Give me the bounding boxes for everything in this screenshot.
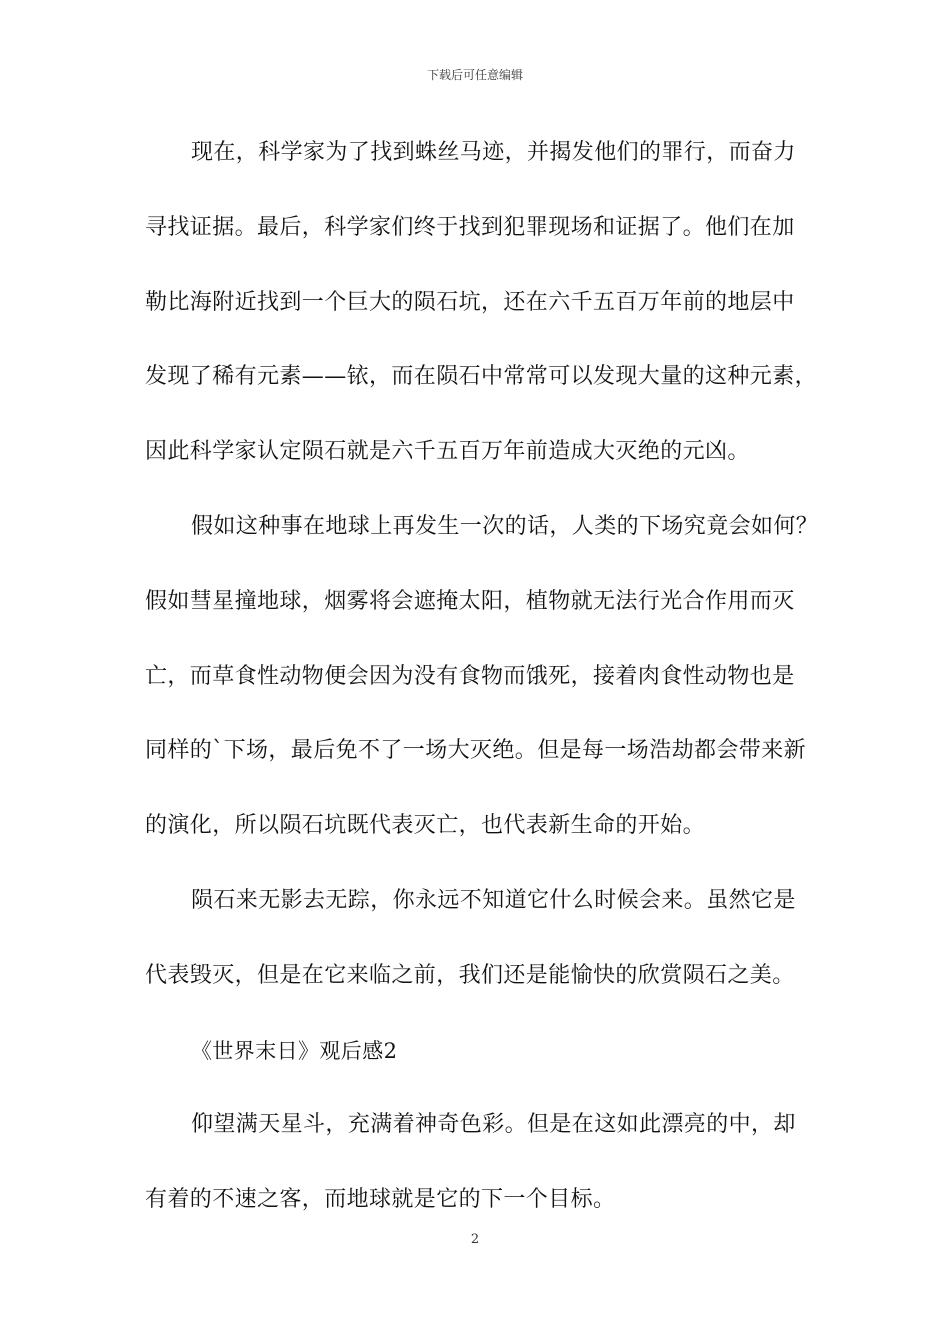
text-line: 因此科学家认定陨石就是六千五百万年前造成大灭绝的元凶。 (145, 439, 750, 465)
text-line: 假如彗星撞地球，烟雾将会遮掩太阳，植物就无法行光合作用而灭 (145, 588, 795, 614)
text-line: 假如这种事在地球上再发生一次的话，人类的下场究竟会如何？ (191, 513, 819, 539)
text-line: 现在，科学家为了找到蛛丝马迹，并揭发他们的罪行，而奋力 (191, 140, 796, 165)
section-title: 《世界末日》观后感2 (191, 1038, 398, 1063)
body-text (145, 128, 819, 1250)
text-line: 陨石来无影去无踪，你永远不知道它什么时候会来。虽然它是 (191, 887, 796, 913)
text-line: 有着的不速之客，而地球就是它的下一个目标。 (145, 1187, 616, 1213)
page-number: 2 (470, 1232, 480, 1247)
text-line: 代表毁灭，但是在它来临之前，我们还是能愉快的欣赏陨石之美。 (145, 962, 795, 988)
page-header: 下载后可任意编辑 (426, 68, 523, 82)
text-line: 寻找证据。最后，科学家们终于找到犯罪现场和证据了。他们在加 (145, 214, 795, 240)
text-line: 勒比海附近找到一个巨大的陨石坑，还在六千五百万年前的地层中 (145, 289, 795, 315)
text-line: 发现了稀有元素——铱，而在陨石中常常可以发现大量的这种元素， (145, 364, 818, 390)
text-line: 仰望满天星斗，充满着神奇色彩。但是在这如此漂亮的中，却 (191, 1112, 796, 1138)
text-line: 同样的`下场，最后免不了一场大灭绝。但是每一场浩劫都会带来新 (145, 738, 807, 764)
text-line: 亡，而草食性动物便会因为没有食物而饿死，接着肉食性动物也是 (145, 663, 795, 689)
text-line: 的演化，所以陨石坑既代表灭亡，也代表新生命的开始。 (145, 813, 706, 839)
